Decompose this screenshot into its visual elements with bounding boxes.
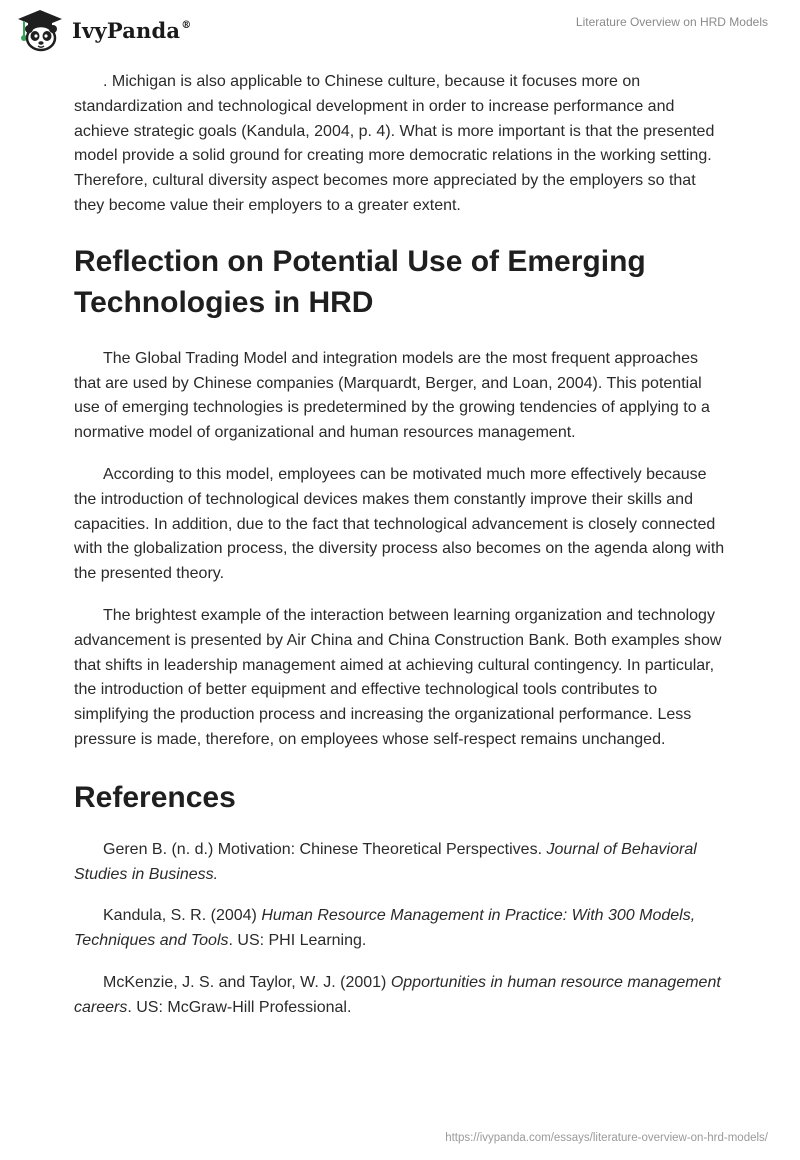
panda-graduate-icon bbox=[14, 8, 66, 52]
paragraph: The Global Trading Model and integration models are the most frequent approaches that are used by Chinese companies (Marquardt, Berger, and Loan, 2004). This potential use of emerging technologies is predetermined by the growing tendencies of applying to a normative model of organizational and human resources management. bbox=[74, 349, 710, 442]
brand-name: IvyPanda® bbox=[72, 17, 192, 43]
reference-item: Geren B. (n. d.) Motivation: Chinese Theoretical Perspectives. Journal of Behavioral Studies in Business. bbox=[74, 840, 697, 883]
reference-item: McKenzie, J. S. and Taylor, W. J. (2001) Opportunities in human resource management careers. US: McGraw-Hill Professional. bbox=[74, 973, 721, 1016]
source-url-link[interactable]: https://ivypanda.com/essays/literature-overview-on-hrd-models/ bbox=[445, 1132, 768, 1144]
registered-mark: ® bbox=[181, 19, 192, 31]
article-body bbox=[74, 70, 726, 1021]
document-title: Literature Overview on HRD Models bbox=[575, 15, 768, 29]
section-heading-reflection: Reflection on Potential Use of Emerging Technologies in HRD bbox=[74, 244, 646, 319]
reference-item: Kandula, S. R. (2004) Human Resource Management in Practice: With 300 Models, Techniques and Tools. US: PHI Learning. bbox=[74, 907, 696, 950]
paragraph: According to this model, employees can be motivated much more effectively because the introduction of technological devices makes them constantly improve their skills and capacities. In addition, due to the fact that technological advancement is closely connected with the globalization process, the diversity process also becomes on the agenda along with the presented theory. bbox=[74, 465, 725, 583]
brand-logo[interactable] bbox=[14, 8, 191, 52]
intro-paragraph: . Michigan is also applicable to Chinese culture, because it focuses more on standardization and technological development in order to increase performance and achieve strategic goals (Kandula, 2004, p. 4). What is more important is that the presented model provide a solid ground for creating more democratic relations in the working setting. Therefore, cultural diversity aspect becomes more appreciated by the employers so that they become value their employers to a greater extent. bbox=[74, 73, 715, 214]
paragraph: The brightest example of the interaction between learning organization and technology advancement is presented by Air China and China Construction Bank. Both examples show that shifts in leadership management aimed at achieving cultural contingency. In particular, the introduction of better equipment and effective technological tools contributes to simplifying the production process and increasing the organizational performance. Less pressure is made, therefore, on employees whose self-respect remains unchanged. bbox=[74, 606, 722, 748]
page-header bbox=[0, 0, 800, 66]
section-heading-references: References bbox=[74, 780, 236, 814]
